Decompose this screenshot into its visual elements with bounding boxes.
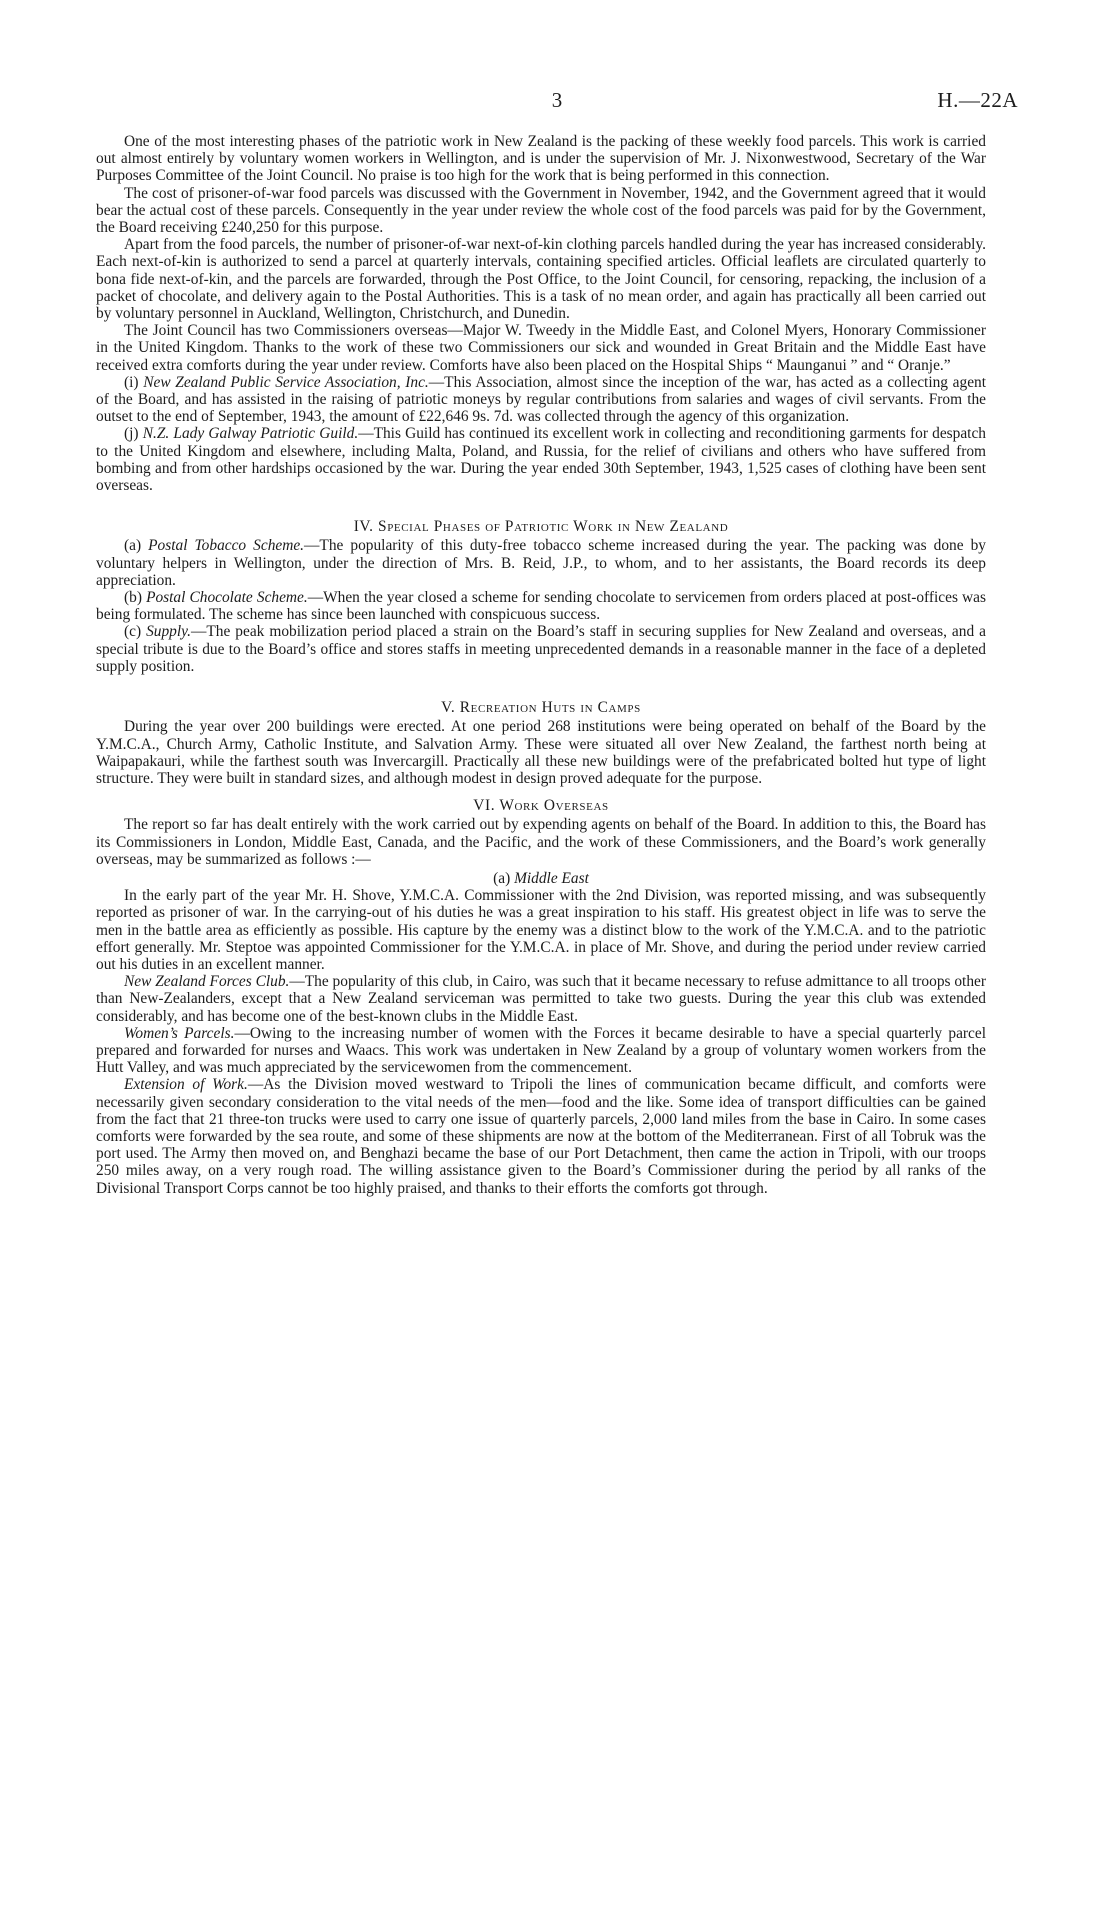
item-label: (a) <box>124 537 142 555</box>
section-heading-vi: VI. Work Overseas <box>473 797 609 815</box>
item-text: —Owing to the increasing number of women with the Forces it became desirable to have a special quarterly parcel prepared and forwarded for nurses and Waacs. This work was undertaken in New Zealand by a group of voluntary women workers from the Hutt Valley, and was much appreciated by the servicewomen from the commencement. <box>96 1024 986 1077</box>
subsection-label: (a) <box>493 869 511 887</box>
item-title: New Zealand Forces Club. <box>124 973 290 991</box>
paragraph-shove: In the early part of the year Mr. H. Shove, Y.M.C.A. Commissioner with the 2nd Division, was reported missing, and was subsequently reported as prisoner of war. In the carrying-out of his duties he was a great inspiration to his staff. His greatest object in life was to serve the men in the battle area as efficiently as possible. His capture by the enemy was a distinct blow to the work of the Y.M.C.A. and to the patriotic effort generally. Mr. Steptoe was appointed Commissioner for the Y.M.C.A. in place of Mr. Shove, and during the period under review carried out his duties in an excellent manner. <box>96 887 986 973</box>
item-text: —This Association, almost since the inception of the war, has acted as a collecting agent of the Board, and has assisted in the raising of patriotic moneys by regular contributions from salaries and wages of civil servants. From the outset to the end of September, 1943, the amount of £22,646 9s. 7d. was collected through the agency of this organization. <box>96 373 987 426</box>
item-text: —This Guild has continued its excellent work in collecting and reconditioning garments for despatch to the United Kingdom and elsewhere, including Malta, Poland, and Russia, for the relief of civilians and others who have suffered from bombing and from other hardships occasioned by the war. During the year ended 30th September, 1943, 1,525 cases of clothing have been sent overseas. <box>96 425 986 495</box>
item-text: —As the Division moved westward to Tripoli the lines of communication became difficult, and comforts were necessarily given secondary consideration to the vital needs of the men—food and the like. Some idea of transport difficulties can be gained from the fact that 21 three-ton trucks were used to carry one issue of quarterly parcels, 2,000 land miles from the base in Cairo. In some cases comforts were forwarded by the sea route, and some of these shipments are now at the bottom of the Mediterranean. First of all Tobruk was the port used. The Army then moved on, and Benghazi became the base of our Port Detachment, then came the action in Tripoli, with our troops 250 miles away, on a very rough road. The willing assistance given to the Board’s Commissioner during the period by all ranks of the Divisional Transport Corps cannot be too highly praised, and thanks to their efforts the comforts got through. <box>96 1076 986 1197</box>
item-label: (c) <box>124 623 142 641</box>
item-text: —The popularity of this club, in Cairo, was such that it became necessary to refuse admittance to all troops other than New-Zealanders, except that a New Zealand serviceman was permitted to take two guests. During the year this club was extended considerably, and has become one of the best-known clubs in the Middle East. <box>96 973 986 1025</box>
item-label: (b) <box>124 589 142 607</box>
item-title: Postal Chocolate Scheme. <box>146 589 308 607</box>
paragraph-chocolate <box>96 589 986 623</box>
item-label: (i) <box>124 373 139 391</box>
section-heading-v: V. Recreation Huts in Camps <box>441 699 641 717</box>
paragraph-womens-parcels <box>96 1025 986 1077</box>
paragraph-supply <box>96 623 986 675</box>
paragraph-parcel-cost: The cost of prisoner-of-war food parcels was discussed with the Government in November, 1942, and the Government agreed that it would bear the actual cost of these parcels. Consequently in the year under review the whole cost of the food parcels was paid for by the Government, the Board receiving £240,250 for this purpose. <box>96 184 986 237</box>
document-body <box>96 133 986 1197</box>
paragraph-tobacco <box>96 537 986 589</box>
paragraph-forces-club <box>96 973 986 1025</box>
item-title: N.Z. Lady Galway Patriotic Guild. <box>142 425 359 443</box>
item-text: —The peak mobilization period placed a strain on the Board’s staff in securing supplies for New Zealand and overseas, and a special tribute is due to the Board’s office and stores staffs in meeting unprecedented demands in a reasonable manner in the face of a depleted supply position. <box>96 623 986 675</box>
section-heading-iv: IV. Special Phases of Patriotic Work in New Zealand <box>353 518 729 536</box>
subsection-title: Middle East <box>514 869 589 887</box>
item-text: —The popularity of this duty-free tobacco scheme increased during the year. The packing was done by voluntary helpers in Wellington, under the direction of Mrs. B. Reid, J.P., to whom, and to her assistants, the Board records its deep appreciation. <box>96 537 986 589</box>
item-title: Extension of Work. <box>124 1076 248 1094</box>
subsection-heading-middle-east <box>96 870 986 887</box>
paragraph-food-parcels: One of the most interesting phases of the patriotic work in New Zealand is the packing of these weekly food parcels. This work is carried out almost entirely by voluntary women workers in Wellington, and is under the supervision of Mr. J. Nixonwestwood, Secretary of the War Purposes Committee of the Joint Council. No praise is too high for the work that is being performed in this connection. <box>96 133 986 185</box>
item-title: New Zealand Public Service Association, Inc. <box>143 373 429 391</box>
item-title: Postal Tobacco Scheme. <box>148 537 305 555</box>
page-header <box>96 88 1018 118</box>
paragraph-recreation-huts: During the year over 200 buildings were erected. At one period 268 institutions were being operated on behalf of the Board by the Y.M.C.A., Church Army, Catholic Institute, and Salvation Army. These were situated all over New Zealand, the farthest north being at Waipapakauri, while the farthest south was Invercargill. Practically all these new buildings were of the prefabricated bolted hut type of light structure. They were built in standard sizes, and although modest in design proved adequate for the purpose. <box>96 718 986 787</box>
paragraph-next-of-kin: Apart from the food parcels, the number of prisoner-of-war next-of-kin clothing parcels handled during the year has increased considerably. Each next-of-kin is authorized to send a parcel at quarterly intervals, containing specified articles. Official leaflets are circulated quarterly to bona fide next-of-kin, and the parcels are forwarded, through the Post Office, to the Joint Council, for censoring, repacking, the inclusion of a packet of chocolate, and delivery again to the Postal Authorities. This is a task of no mean order, and again has practically all been carried out by voluntary personnel in Auckland, Wellington, Christchurch, and Dunedin. <box>96 236 986 323</box>
paragraph-item-j <box>96 425 986 494</box>
item-title: Supply. <box>146 623 191 641</box>
item-text: —When the year closed a scheme for sending chocolate to servicemen from orders placed at post-offices was being formulated. The scheme has since been launched with conspicuous success. <box>96 589 986 624</box>
item-title: Women’s Parcels. <box>124 1024 235 1042</box>
paragraph-commissioners: The Joint Council has two Commissioners overseas—Major W. Tweedy in the Middle East, and Colonel Myers, Honorary Commissioner in the United Kingdom. Thanks to the work of these two Commissioners our sick and wounded in Great Britain and the Middle East have received extra comforts during the year under review. Comforts have also been placed on the Hospital Ships “ Maunganui ” and “ Oranje.” <box>96 322 986 374</box>
paragraph-item-i <box>96 374 986 426</box>
item-label: (j) <box>124 425 139 443</box>
paragraph-extension-of-work <box>96 1076 986 1196</box>
page-number: 3 <box>551 88 563 112</box>
paragraph-work-overseas: The report so far has dealt entirely with the work carried out by expending agents on behalf of the Board. In addition to this, the Board has its Commissioners in London, Middle East, Canada, and the Pacific, and the work of these Commissioners, and the Board’s work generally overseas, may be summarized as follows :— <box>96 816 986 868</box>
document-reference: H.—22A <box>937 88 1018 112</box>
